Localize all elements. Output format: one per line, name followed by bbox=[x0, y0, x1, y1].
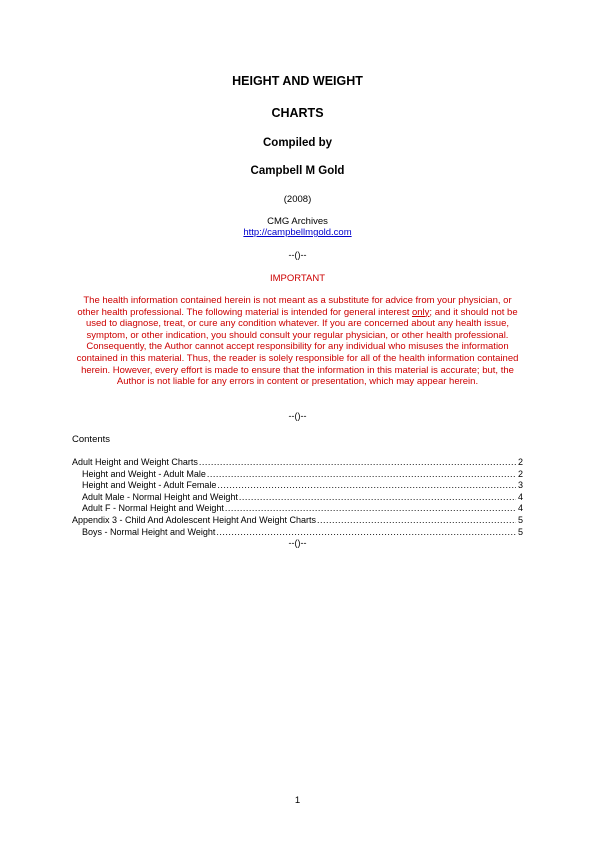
toc-entry-page: 2 bbox=[517, 468, 523, 479]
toc-entry-label: Boys - Normal Height and Weight bbox=[82, 526, 216, 537]
toc-entry-label: Adult Male - Normal Height and Weight bbox=[82, 491, 238, 502]
disclaimer-text-2: and it should not be used to diagnose, treat, or cure any condition whatever. If you are concerned about any health issue, symptom, or other indication, you should consult your regular physician, or other health professional. Consequently, the Author cannot accept responsibility for any individual who misuses the information contained in this material. Thus, the reader is solely responsible for all of the health information contained herein. However, every effort is made to ensure that the information in this material is accurate; but, the Author is not liable for any errors in content or presentation, which may appear herein. bbox=[76, 306, 519, 388]
contents-heading: Contents bbox=[72, 434, 111, 445]
toc-leader-dots bbox=[217, 480, 516, 492]
toc-leader-dots bbox=[216, 527, 516, 539]
toc-entry[interactable] bbox=[72, 480, 523, 492]
toc-entry[interactable] bbox=[72, 515, 523, 527]
publication-year: (2008) bbox=[283, 194, 312, 205]
toc-entry[interactable] bbox=[72, 492, 523, 504]
toc-entry-page: 2 bbox=[517, 457, 523, 467]
separator-1: --()-- bbox=[288, 250, 307, 260]
important-heading: IMPORTANT bbox=[269, 273, 326, 284]
compiled-by-label: Compiled by bbox=[262, 137, 332, 149]
author-name: Campbell M Gold bbox=[250, 165, 345, 177]
toc-entry-label: Height and Weight - Adult Male bbox=[82, 468, 206, 479]
page-number: 1 bbox=[294, 795, 301, 806]
archive-link-wrapper bbox=[0, 227, 595, 238]
toc-entry-label: Adult F - Normal Height and Weight bbox=[82, 503, 224, 514]
toc-entry-page: 5 bbox=[517, 514, 523, 525]
separator-3: --()-- bbox=[288, 538, 307, 548]
toc-leader-dots bbox=[239, 492, 516, 504]
toc-entry[interactable] bbox=[72, 457, 523, 469]
disclaimer-underlined: only; bbox=[411, 306, 433, 318]
toc-leader-dots bbox=[317, 515, 516, 527]
health-disclaimer bbox=[72, 295, 523, 388]
toc-entry[interactable] bbox=[72, 469, 523, 481]
toc-entry-label: Adult Height and Weight Charts bbox=[72, 457, 198, 467]
toc-entry-page: 4 bbox=[517, 503, 523, 514]
toc-entry-page: 5 bbox=[517, 526, 523, 537]
toc-entry-label: Height and Weight - Adult Female bbox=[82, 480, 217, 491]
toc-entry-page: 4 bbox=[517, 491, 523, 502]
disclaimer-text-1: The health information contained herein is not meant as a substitute for advice from your physician, or other health professional. The following material is intended for general interest bbox=[77, 295, 512, 318]
toc-entry-page: 3 bbox=[517, 480, 523, 491]
title-line-2: CHARTS bbox=[271, 106, 324, 120]
toc-leader-dots bbox=[225, 503, 516, 515]
title-line-1: HEIGHT AND WEIGHT bbox=[232, 74, 363, 88]
toc-entry-label: Appendix 3 - Child And Adolescent Height And Weight Charts bbox=[72, 514, 316, 525]
table-of-contents bbox=[72, 457, 523, 538]
toc-entry[interactable] bbox=[72, 503, 523, 515]
archive-link[interactable]: http://campbellmgold.com bbox=[243, 227, 352, 238]
toc-leader-dots bbox=[199, 457, 516, 469]
archive-name: CMG Archives bbox=[267, 216, 328, 227]
toc-leader-dots bbox=[207, 469, 516, 481]
toc-entry[interactable] bbox=[72, 527, 523, 539]
separator-2: --()-- bbox=[288, 411, 307, 421]
